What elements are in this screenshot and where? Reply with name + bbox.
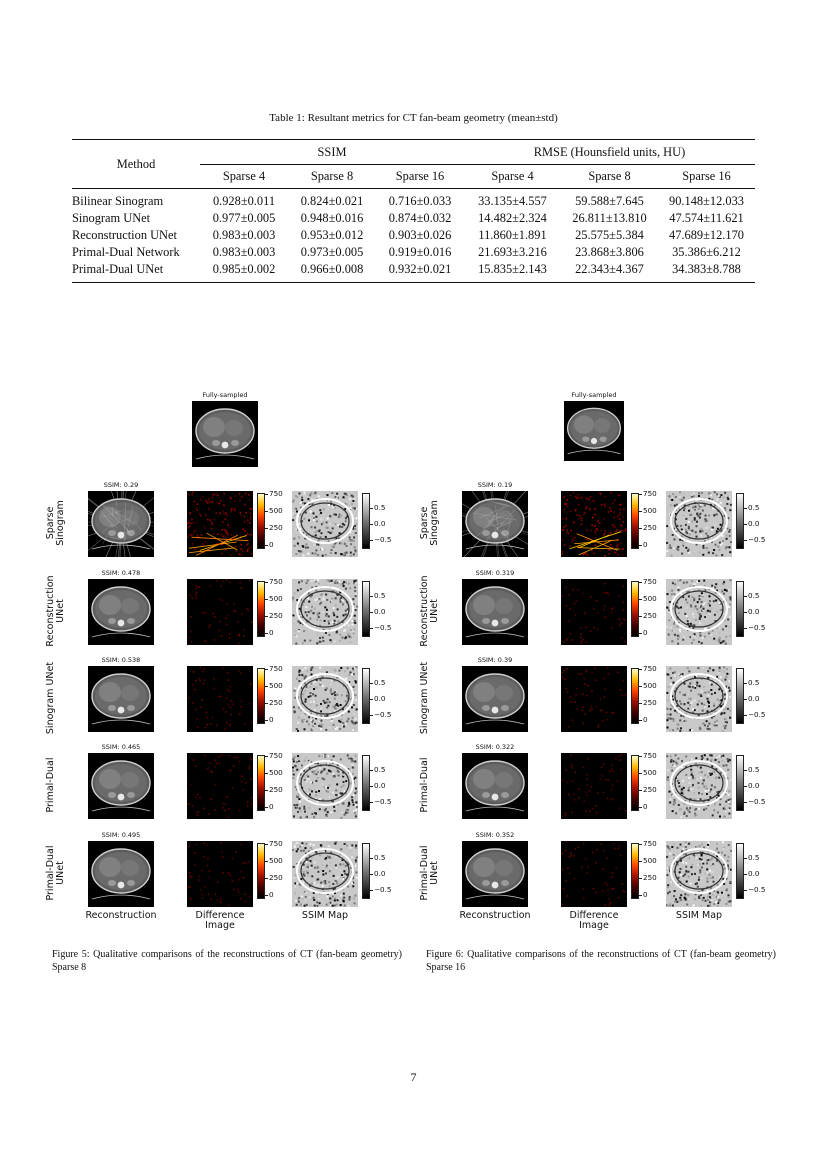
colorbar-tick-label: 0.0 <box>374 694 386 703</box>
reconstruction-image <box>88 579 154 645</box>
table-row <box>72 189 755 211</box>
ssim-score-label: SSIM: 0.19 <box>477 481 513 489</box>
difference-colorbar <box>257 755 265 811</box>
metric-cell: 34.383±8.788 <box>658 261 755 283</box>
ssim-score-label: SSIM: 0.322 <box>475 743 515 751</box>
difference-colorbar <box>631 581 639 637</box>
column-label-difference: Difference Image <box>195 910 245 931</box>
colorbar-tick-label: 250 <box>269 873 283 882</box>
ssim-group-header: SSIM <box>200 140 464 165</box>
ssim-score-label: SSIM: 0.478 <box>101 569 141 577</box>
ssim-colorbar <box>736 755 744 811</box>
fully-sampled-image <box>192 401 258 471</box>
colorbar-tick-label: 0 <box>269 715 274 724</box>
metric-cell: 0.973±0.005 <box>300 245 364 259</box>
colorbar-tick-label: 500 <box>643 681 657 690</box>
colorbar-tick-label: 750 <box>643 839 657 848</box>
colorbar-tick-label: 0.5 <box>748 503 760 512</box>
row-label: Primal-Dual UNet <box>419 845 440 901</box>
ssim-map-image <box>292 491 358 557</box>
results-table <box>72 139 755 283</box>
colorbar-tick-label: 0 <box>643 802 648 811</box>
difference-image <box>561 753 627 819</box>
colorbar-tick-label: 0 <box>643 628 648 637</box>
row-label: Reconstruction UNet <box>45 575 66 647</box>
metric-cell: 0.919±0.016 <box>388 245 452 259</box>
colorbar-tick-label: 250 <box>269 698 283 707</box>
colorbar-tick-label: 500 <box>269 681 283 690</box>
ssim-score-label: SSIM: 0.538 <box>101 656 141 664</box>
colorbar-tick-label: 0 <box>643 890 648 899</box>
metric-cell: 25.575±5.384 <box>575 228 644 242</box>
ssim-map-image <box>292 579 358 645</box>
colorbar-tick-label: 750 <box>643 577 657 586</box>
colorbar-tick-label: −0.5 <box>374 710 392 719</box>
ssim-colorbar <box>736 493 744 549</box>
colorbar-tick-label: 0.5 <box>374 765 386 774</box>
colorbar-tick-label: 250 <box>643 785 657 794</box>
ssim-score-label: SSIM: 0.319 <box>475 569 515 577</box>
colorbar-tick-label: −0.5 <box>748 623 766 632</box>
colorbar-tick-label: 500 <box>269 856 283 865</box>
ssim-colorbar <box>736 843 744 899</box>
colorbar-tick-label: 750 <box>643 489 657 498</box>
colorbar-tick-label: −0.5 <box>748 710 766 719</box>
colorbar-tick-label: 750 <box>269 664 283 673</box>
ssim-colorbar <box>362 668 370 724</box>
difference-colorbar <box>631 493 639 549</box>
colorbar-tick-label: 750 <box>269 489 283 498</box>
ssim-score-label: SSIM: 0.495 <box>101 831 141 839</box>
colorbar-tick-label: 0 <box>269 802 274 811</box>
colorbar-tick-label: −0.5 <box>748 535 766 544</box>
difference-colorbar <box>257 493 265 549</box>
method-cell: Bilinear Sinogram <box>72 189 200 211</box>
row-label: Sparse Sinogram <box>419 500 440 546</box>
colorbar-tick-label: 250 <box>643 523 657 532</box>
table-caption: Table 1: Resultant metrics for CT fan-beam geometry (mean±std) <box>269 112 558 124</box>
metric-cell: 0.716±0.033 <box>376 189 464 211</box>
figure-6 <box>419 385 786 931</box>
difference-image <box>561 666 627 732</box>
reconstruction-image <box>88 666 154 732</box>
rmse-group-header: RMSE (Hounsfield units, HU) <box>464 140 755 165</box>
colorbar-tick-label: 250 <box>269 611 283 620</box>
method-cell: Primal-Dual UNet <box>72 261 200 283</box>
colorbar-tick-label: 0 <box>269 540 274 549</box>
ssim-colorbar <box>362 755 370 811</box>
colorbar-tick-label: 0.0 <box>374 519 386 528</box>
metric-cell: 0.983±0.003 <box>212 245 276 259</box>
colorbar-tick-label: 500 <box>643 594 657 603</box>
colorbar-tick-label: 0.0 <box>374 869 386 878</box>
method-cell: Primal-Dual Network <box>72 245 180 259</box>
ssim-score-label: SSIM: 0.465 <box>101 743 141 751</box>
metric-cell: 23.868±3.806 <box>575 245 644 259</box>
colorbar-tick-label: 0.0 <box>748 519 760 528</box>
ssim-colorbar <box>736 581 744 637</box>
metric-cell: 33.135±4.557 <box>464 189 561 211</box>
difference-image <box>187 491 253 557</box>
figure-5-caption: Figure 5: Qualitative comparisons of the reconstructions of CT (fan-beam geometry) Sparse 8 <box>52 949 402 973</box>
ssim-map-image <box>666 491 732 557</box>
metric-cell: 0.903±0.026 <box>388 228 452 242</box>
colorbar-tick-label: 500 <box>269 768 283 777</box>
difference-colorbar <box>631 843 639 899</box>
metric-cell: 0.824±0.021 <box>288 189 376 211</box>
ssim-map-image <box>292 753 358 819</box>
metric-cell: 21.693±3.216 <box>478 245 547 259</box>
difference-image <box>187 841 253 907</box>
reconstruction-image <box>462 666 528 732</box>
fully-sampled-label: Fully-sampled <box>202 391 248 399</box>
colorbar-tick-label: 0.0 <box>374 607 386 616</box>
ssim-colorbar <box>362 581 370 637</box>
colorbar-tick-label: 0.5 <box>748 678 760 687</box>
colorbar-tick-label: 0 <box>269 890 274 899</box>
metric-cell: 0.932±0.021 <box>376 261 464 283</box>
difference-image <box>561 579 627 645</box>
reconstruction-image <box>462 491 528 557</box>
metric-cell: 0.966±0.008 <box>288 261 376 283</box>
colorbar-tick-label: 250 <box>643 611 657 620</box>
colorbar-tick-label: 0.0 <box>748 694 760 703</box>
row-label: Primal-Dual <box>419 757 430 813</box>
colorbar-tick-label: 0.5 <box>748 591 760 600</box>
difference-image <box>187 753 253 819</box>
metric-cell: 47.574±11.621 <box>669 211 744 225</box>
difference-colorbar <box>257 843 265 899</box>
colorbar-tick-label: 0 <box>643 540 648 549</box>
table-row <box>72 261 755 283</box>
difference-image <box>187 579 253 645</box>
fully-sampled-image <box>564 401 624 465</box>
ssim-score-label: SSIM: 0.29 <box>103 481 139 489</box>
reconstruction-image <box>462 579 528 645</box>
ssim-map-image <box>666 579 732 645</box>
ssim-map-image <box>666 841 732 907</box>
metric-cell: 0.953±0.012 <box>300 228 364 242</box>
colorbar-tick-label: 500 <box>643 856 657 865</box>
reconstruction-image <box>88 841 154 907</box>
difference-image <box>561 491 627 557</box>
colorbar-tick-label: 0.0 <box>748 781 760 790</box>
metric-cell: 0.948±0.016 <box>300 211 364 225</box>
difference-colorbar <box>631 755 639 811</box>
colorbar-tick-label: 250 <box>269 523 283 532</box>
colorbar-tick-label: 750 <box>269 577 283 586</box>
difference-colorbar <box>631 668 639 724</box>
row-label: Sinogram UNet <box>419 661 430 735</box>
subcol-header: Sparse 4 <box>200 165 288 189</box>
column-label-ssim-map: SSIM Map <box>675 910 723 921</box>
figure-6-caption: Figure 6: Qualitative comparisons of the reconstructions of CT (fan-beam geometry) Sparse 16 <box>426 949 776 973</box>
colorbar-tick-label: 250 <box>643 698 657 707</box>
colorbar-tick-label: 250 <box>269 785 283 794</box>
table-row <box>72 244 755 261</box>
column-label-ssim-map: SSIM Map <box>301 910 349 921</box>
colorbar-tick-label: −0.5 <box>748 885 766 894</box>
metric-cell: 0.874±0.032 <box>388 211 452 225</box>
column-label-difference: Difference Image <box>569 910 619 931</box>
fully-sampled-label: Fully-sampled <box>571 391 617 399</box>
subcol-header: Sparse 16 <box>376 165 464 189</box>
difference-colorbar <box>257 581 265 637</box>
colorbar-tick-label: 750 <box>643 664 657 673</box>
metric-cell: 22.343±4.367 <box>561 261 658 283</box>
table-row <box>72 210 755 227</box>
colorbar-tick-label: −0.5 <box>374 797 392 806</box>
reconstruction-image <box>462 753 528 819</box>
reconstruction-image <box>88 753 154 819</box>
column-label-reconstruction: Reconstruction <box>459 910 531 921</box>
colorbar-tick-label: −0.5 <box>374 885 392 894</box>
subcol-header: Sparse 16 <box>658 165 755 189</box>
metric-cell: 0.928±0.011 <box>200 189 288 211</box>
colorbar-tick-label: 0.5 <box>748 853 760 862</box>
difference-colorbar <box>257 668 265 724</box>
metric-cell: 14.482±2.324 <box>478 211 547 225</box>
page-number: 7 <box>410 1070 417 1084</box>
metric-cell: 35.386±6.212 <box>672 245 741 259</box>
ssim-colorbar <box>736 668 744 724</box>
reconstruction-image <box>462 841 528 907</box>
colorbar-tick-label: 0.0 <box>748 869 760 878</box>
method-header: Method <box>72 140 200 189</box>
metric-cell: 47.689±12.170 <box>669 228 744 242</box>
method-cell: Sinogram UNet <box>72 211 151 225</box>
ssim-colorbar <box>362 493 370 549</box>
difference-image <box>187 666 253 732</box>
ssim-map-image <box>666 666 732 732</box>
row-label: Sinogram UNet <box>45 661 56 735</box>
colorbar-tick-label: 500 <box>643 768 657 777</box>
ssim-map-image <box>292 841 358 907</box>
colorbar-tick-label: 0.5 <box>374 853 386 862</box>
method-cell: Reconstruction UNet <box>72 228 177 242</box>
ssim-score-label: SSIM: 0.352 <box>475 831 515 839</box>
row-label: Primal-Dual <box>45 757 56 813</box>
ssim-score-label: SSIM: 0.39 <box>477 656 513 664</box>
subcol-header: Sparse 8 <box>561 165 658 189</box>
table-row <box>72 227 755 244</box>
figure-5 <box>45 385 412 931</box>
metric-cell: 11.860±1.891 <box>478 228 547 242</box>
row-label: Sparse Sinogram <box>45 500 66 546</box>
colorbar-tick-label: −0.5 <box>748 797 766 806</box>
ssim-map-image <box>292 666 358 732</box>
ssim-map-image <box>666 753 732 819</box>
column-label-reconstruction: Reconstruction <box>85 910 157 921</box>
metric-cell: 90.148±12.033 <box>658 189 755 211</box>
colorbar-tick-label: 500 <box>269 594 283 603</box>
colorbar-tick-label: 750 <box>643 751 657 760</box>
reconstruction-image <box>88 491 154 557</box>
colorbar-tick-label: 0 <box>643 715 648 724</box>
row-label: Primal-Dual UNet <box>45 845 66 901</box>
row-label: Reconstruction UNet <box>419 575 440 647</box>
colorbar-tick-label: −0.5 <box>374 623 392 632</box>
metric-cell: 0.977±0.005 <box>212 211 276 225</box>
metric-cell: 0.983±0.003 <box>212 228 276 242</box>
colorbar-tick-label: 750 <box>269 751 283 760</box>
subcol-header: Sparse 8 <box>288 165 376 189</box>
colorbar-tick-label: 0.5 <box>748 765 760 774</box>
ssim-colorbar <box>362 843 370 899</box>
metric-cell: 59.588±7.645 <box>561 189 658 211</box>
colorbar-tick-label: 500 <box>269 506 283 515</box>
colorbar-tick-label: 750 <box>269 839 283 848</box>
difference-image <box>561 841 627 907</box>
colorbar-tick-label: 0 <box>269 628 274 637</box>
colorbar-tick-label: 0.5 <box>374 503 386 512</box>
metric-cell: 0.985±0.002 <box>200 261 288 283</box>
subcol-header: Sparse 4 <box>464 165 561 189</box>
colorbar-tick-label: 0.5 <box>374 678 386 687</box>
colorbar-tick-label: 0.0 <box>748 607 760 616</box>
colorbar-tick-label: 0.0 <box>374 781 386 790</box>
metric-cell: 15.835±2.143 <box>464 261 561 283</box>
colorbar-tick-label: 500 <box>643 506 657 515</box>
metric-cell: 26.811±13.810 <box>572 211 647 225</box>
colorbar-tick-label: 0.5 <box>374 591 386 600</box>
colorbar-tick-label: −0.5 <box>374 535 392 544</box>
colorbar-tick-label: 250 <box>643 873 657 882</box>
